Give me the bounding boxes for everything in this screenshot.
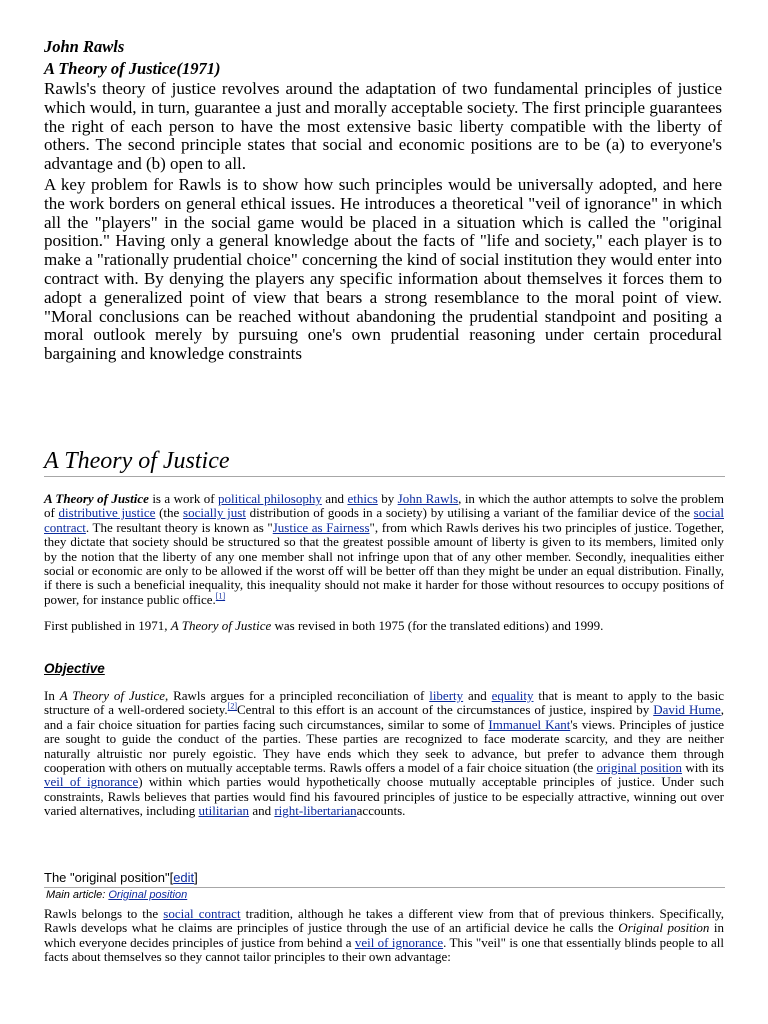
edit-link[interactable]: edit	[173, 870, 195, 885]
link-social-contract-tradition[interactable]: social contract	[163, 906, 241, 921]
essay-section	[44, 36, 722, 364]
section-title: The "original position"	[44, 870, 170, 885]
article-intro: A Theory of Justice is a work of political philosophy and ethics by John Rawls, in which the author attempts to solve the problem of distributive justice (the socially just distribution of goods in a society) by utilising a variant of the familiar device of the social contract. The resultant theory is known as "Justice as Fairness", from which Rawls derives his two principles of justice. Together, they dictate that society should be structured so that the greatest possible amount of liberty is given to its members, limited only by the notion that the liberty of any one member shall not infringe upon that of any other member. Secondly, inequalities either social or economic are only to be allowed if the worst off will be better off than they might be under an equal distribution. Finally, if there is such a beneficial inequality, this inequality should not make it harder for those without resources to occupy positions of power, for instance public office.[1]	[44, 491, 725, 607]
reference-2[interactable]: [2]	[227, 702, 237, 712]
link-political-philosophy[interactable]: political philosophy	[218, 491, 322, 506]
link-immanuel-kant[interactable]: Immanuel Kant	[488, 716, 571, 732]
objective-heading: Objective	[44, 661, 105, 676]
link-david-hume[interactable]: David Hume	[653, 702, 721, 718]
link-veil-of-ignorance-2[interactable]: veil of ignorance	[354, 934, 444, 950]
link-main-article-original-position[interactable]: Original position	[108, 889, 188, 901]
link-utilitarian[interactable]: utilitarian	[198, 803, 250, 819]
objective-paragraph: In A Theory of Justice, Rawls argues for a principled reconciliation of liberty and equality that is meant to apply to the basic structure of a well-ordered society.[2]Central to this effort is an account of the circumstances of justice, inspired by David Hume, and a fair choice situation for parties facing such circumstances, similar to some of Immanuel Kant's views. Principles of justice are sought to guide the conduct of the parties. These parties are recognized to face moderate scarcity, and they are neither naturally altruistic nor purely egoistic. They have ends which they seek to advance, but prefer to advance them through cooperation with others on mutually acceptable terms. Rawls offers a model of a fair choice situation (the original position with its veil of ignorance) within which parties would hypothetically choose mutually acceptable principles of justice. Under such constraints, Rawls believes that parties would find his favoured principles of justice to be especially attractive, winning out over varied alternatives, including utilitarian and right-libertarianaccounts.	[44, 688, 724, 819]
link-social-contract[interactable]: social contract	[44, 505, 724, 535]
link-socially-just[interactable]: socially just	[183, 505, 246, 521]
link-ethics[interactable]: ethics	[347, 491, 378, 506]
link-veil-of-ignorance[interactable]: veil of ignorance	[44, 774, 139, 790]
original-position-heading: The "original position"[edit]	[44, 870, 725, 888]
link-justice-as-fairness[interactable]: Justice as Fairness	[272, 519, 370, 535]
link-original-position[interactable]: original position	[596, 760, 683, 776]
link-john-rawls[interactable]: John Rawls	[397, 491, 459, 506]
essay-book-title: A Theory of Justice(1971)	[44, 59, 221, 78]
reference-1[interactable]: [1]	[215, 591, 226, 601]
link-equality[interactable]: equality	[491, 688, 534, 703]
article-heading: A Theory of Justice	[44, 447, 725, 477]
link-liberty[interactable]: liberty	[429, 688, 464, 703]
essay-paragraph-2: A key problem for Rawls is to show how such principles would be universally adopted, and here the work borders on general ethical issues. He introduces a theoretical "veil of ignorance" in which all the "players" in the social game would be placed in a situation which is called the "original position." Having only a general knowledge about the facts of "life and society," each player is to make a "rationally prudential choice" concerning the kind of social institution they would enter into contract with. By denying the players any specific information about themselves it forces them to adopt a generalized point of view that bears a strong resemblance to the moral point of view. "Moral conclusions can be reached without abandoning the prudential standpoint and positing a moral outlook merely by pursuing one's own prudential reasoning under certain procedural bargaining and knowledge constraints	[44, 174, 722, 364]
essay-paragraph-1: Rawls's theory of justice revolves around the adaptation of two fundamental principles of justice which would, in turn, guarantee a just and morally acceptable society. The first principle guarantees the right of each person to have the most extensive basic liberty compatible with the liberty of others. The second principle states that social and economic positions are to be (a) to everyone's advantage and (b) open to all.	[44, 79, 722, 174]
main-article-note: Main article: Original position	[46, 889, 188, 901]
intro-title: A Theory of Justice	[44, 491, 149, 506]
link-right-libertarian[interactable]: right-libertarian	[274, 803, 357, 819]
first-published-note: First published in 1971, A Theory of Justice was revised in both 1975 (for the translated editions) and 1999.	[44, 618, 604, 633]
link-distributive-justice[interactable]: distributive justice	[58, 505, 156, 521]
original-position-paragraph: Rawls belongs to the social contract tradition, although he takes a different view from that of previous thinkers. Specifically, Rawls develops what he claims are principles of justice through the use of an artificial device he calls the Original position in which everyone decides principles of justice from behind a veil of ignorance. This "veil" is one that essentially blinds people to all facts about themselves so they cannot tailor principles to their own advantage:	[44, 906, 725, 965]
essay-author: John Rawls	[44, 37, 125, 56]
